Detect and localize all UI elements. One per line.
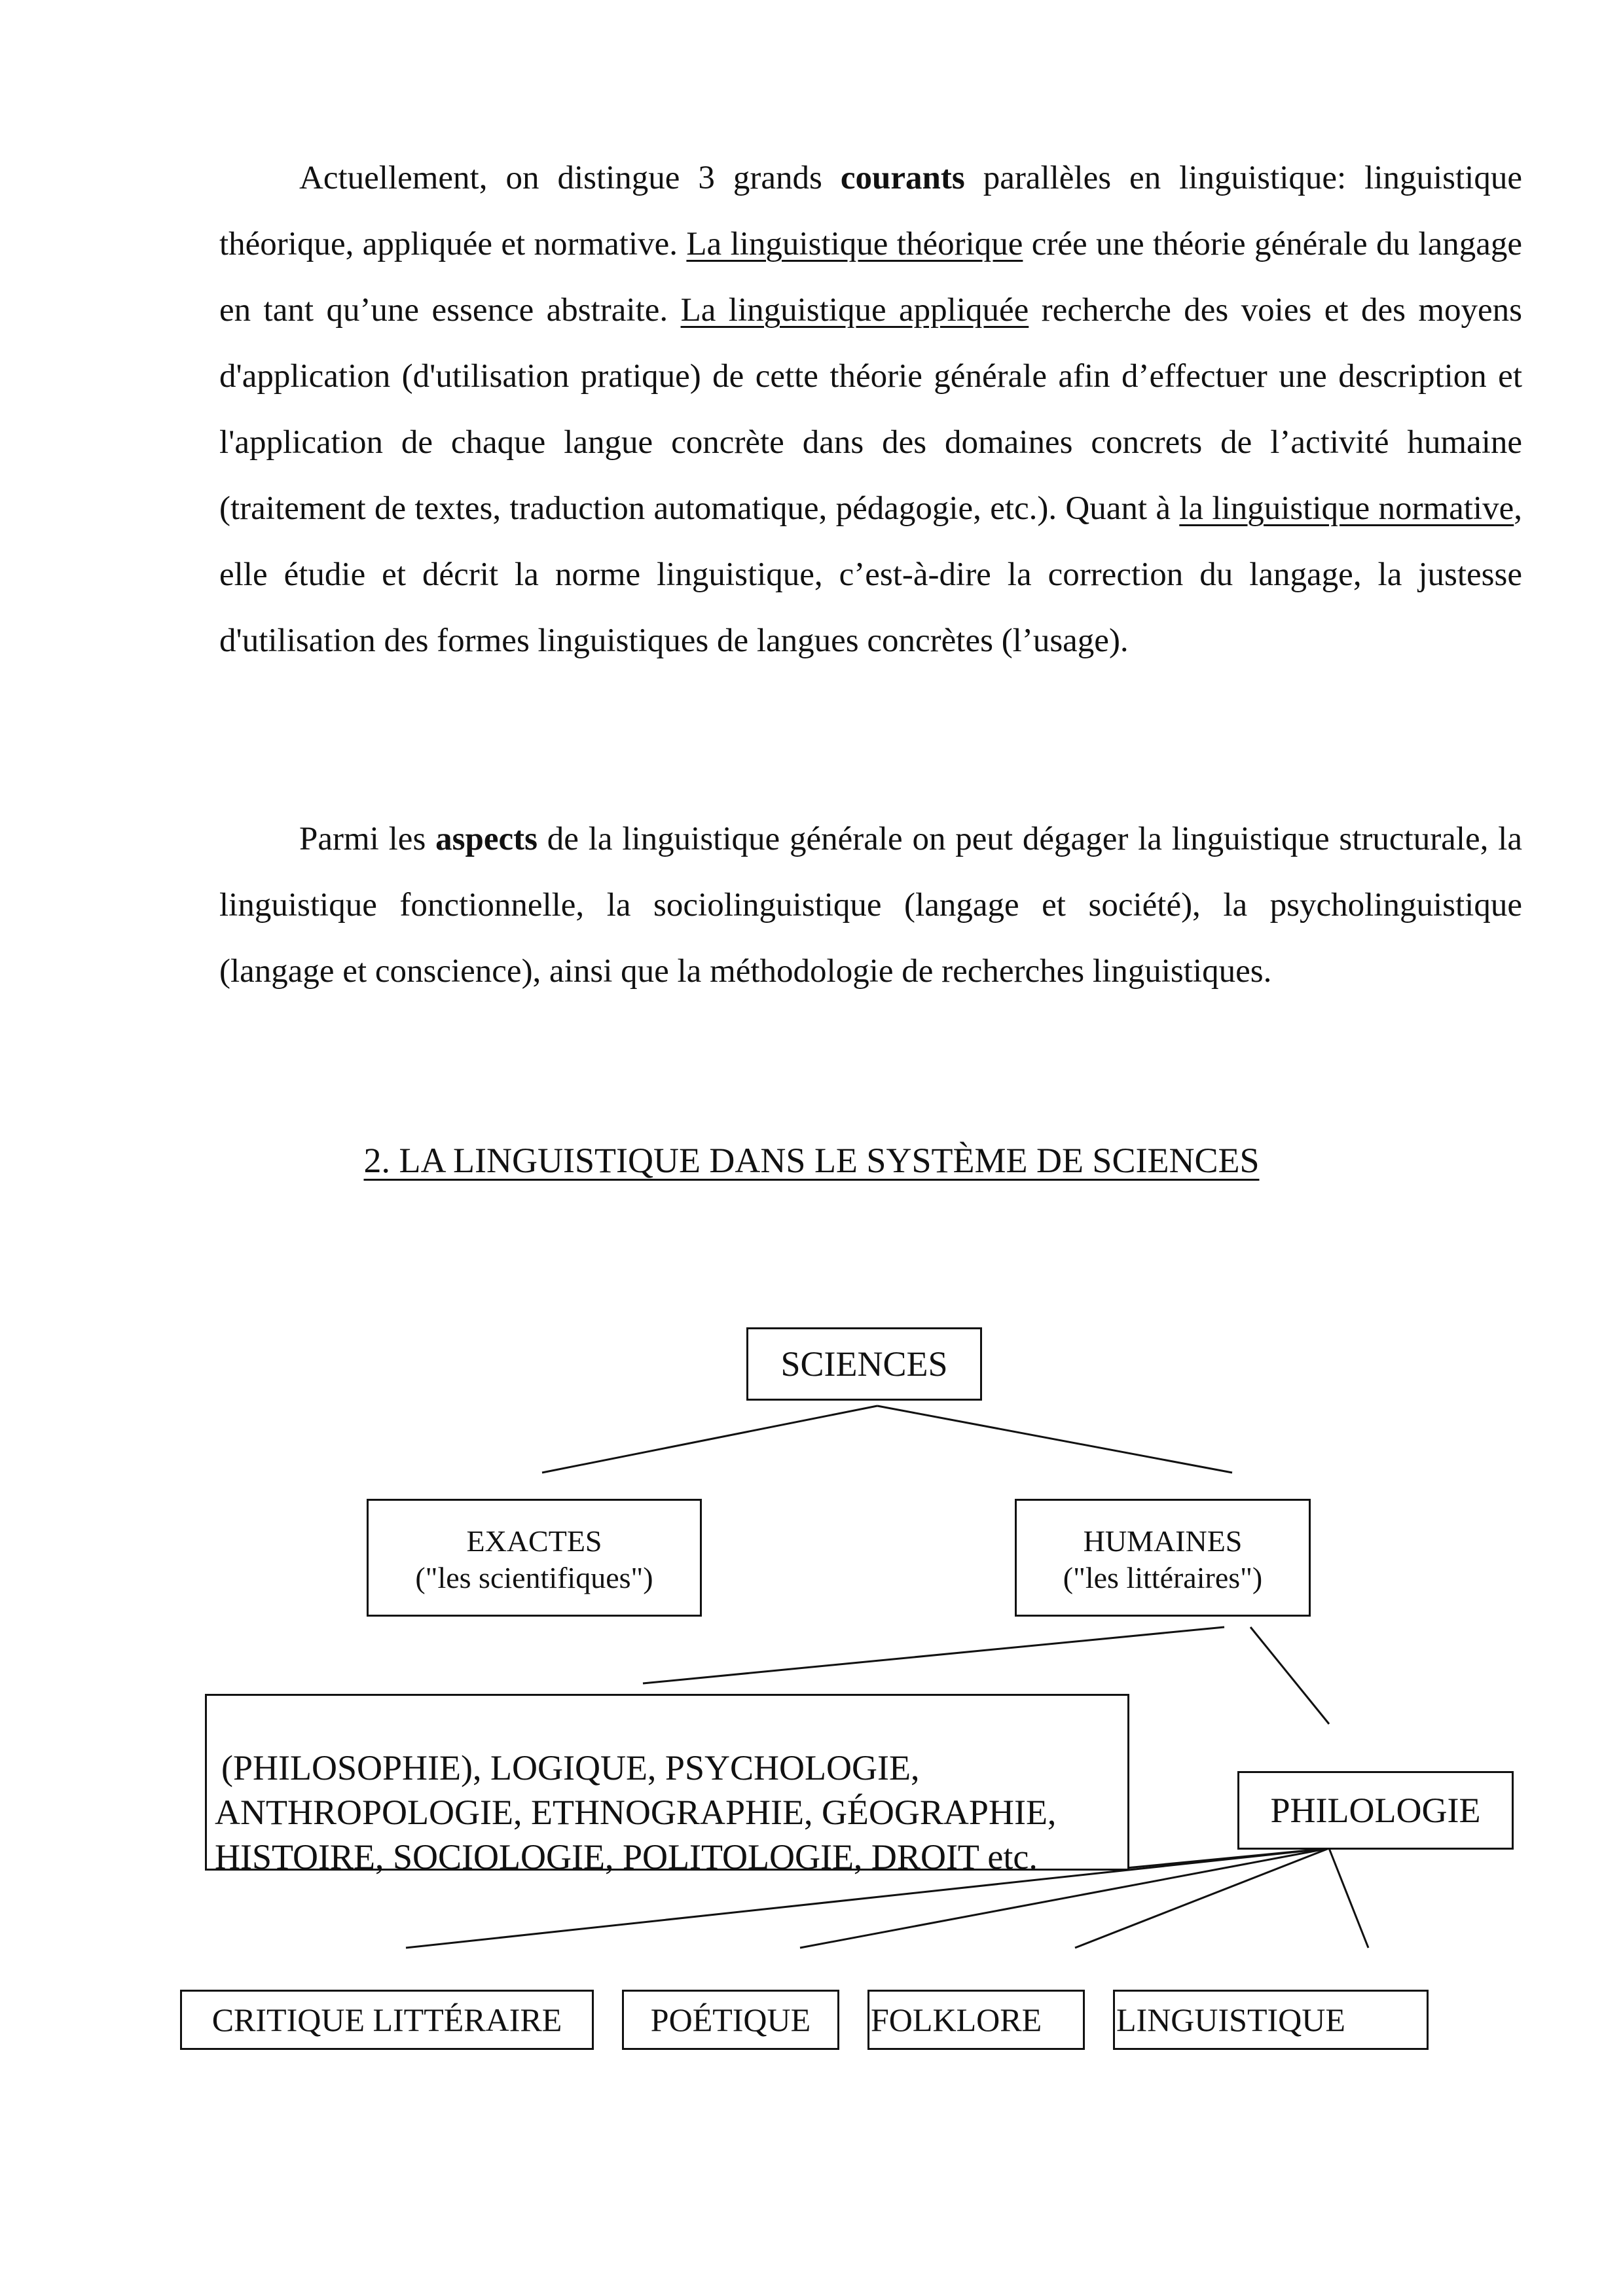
bold-term-aspects: aspects	[435, 821, 538, 857]
text-run: parallèles en linguistique: linguistique théorique, appliquée et normative.	[219, 160, 1522, 262]
connector-sciences-humaines	[877, 1406, 1232, 1473]
connector-philologie-others	[1113, 1848, 1329, 1869]
text-run: recherche des voies et des moyens d'application (d'utilisation pratique) de cette théorie générale afin d’effectuer une description et l'application de chaque langue concrète dans des domaines concrets de l’activité humaine (traitement de textes, traduction automatique, pédagogie, etc.). Quant à	[219, 292, 1522, 527]
box-sciences	[746, 1327, 982, 1401]
box-critique-litteraire	[180, 1990, 594, 2050]
box-philologie-label: PHILOLOGIE	[1270, 1791, 1481, 1830]
connector-philologie-linguistique	[1329, 1848, 1368, 1948]
connector-humaines-philologie	[1250, 1627, 1329, 1724]
box-poetique	[622, 1990, 839, 2050]
text-run: Parmi les	[299, 821, 436, 857]
box-humaines-subtitle: ("les littéraires")	[1063, 1561, 1263, 1594]
box-philologie	[1237, 1771, 1514, 1850]
box-humaines-title: HUMAINES	[1083, 1524, 1243, 1558]
box-critique-litteraire-label: CRITIQUE LITTÉRAIRE	[211, 2001, 562, 2038]
text-run: , elle étudie et décrit la norme linguistique, c’est-à-dire la correction du langage, la justesse d'utilisation des formes linguistiques de langues concrètes (l’usage).	[219, 490, 1522, 659]
box-exactes-title: EXACTES	[466, 1524, 602, 1558]
underlined-term-theorique: La linguistique théorique	[686, 226, 1023, 262]
box-sciences-label: SCIENCES	[780, 1344, 948, 1384]
connector-sciences-exactes	[542, 1406, 877, 1473]
box-exactes	[367, 1499, 702, 1617]
box-poetique-label: POÉTIQUE	[650, 2001, 811, 2038]
bold-term-courants: courants	[840, 160, 965, 196]
box-exactes-subtitle: ("les scientifiques")	[415, 1561, 653, 1594]
others-line-3: HISTOIRE, SOCIOLOGIE, POLITOLOGIE, DROIT etc.	[215, 1837, 1038, 1876]
text-run: crée une théorie générale du langage en tant qu’une essence abstraite.	[219, 226, 1523, 329]
box-folklore	[867, 1990, 1085, 2050]
text-run: Actuellement, on distingue 3 grands	[299, 160, 841, 196]
underlined-term-appliquee: La linguistique appliquée	[680, 292, 1029, 329]
text-run: de la linguistique générale on peut dégager la linguistique structurale, la linguistique fonctionnelle, la sociolinguistique (langage et société), la psycholinguistique (langage et conscience), ainsi que la méthodologie de recherches linguistiques.	[219, 821, 1522, 990]
box-humaines	[1015, 1499, 1311, 1617]
others-line-2: ANTHROPOLOGIE, ETHNOGRAPHIE, GÉOGRAPHIE,	[215, 1793, 1057, 1832]
underlined-term-normative: la linguistique normative	[1179, 490, 1514, 527]
connector-humaines-others	[643, 1627, 1224, 1683]
box-linguistique-label: LINGUISTIQUE	[1116, 2001, 1345, 2038]
others-line-1: (PHILOSOPHIE), LOGIQUE, PSYCHOLOGIE,	[221, 1748, 920, 1787]
section-heading-text: 2. LA LINGUISTIQUE DANS LE SYSTÈME DE SCIENCES	[363, 1141, 1260, 1180]
box-linguistique	[1113, 1990, 1429, 2050]
box-other-human-sciences	[205, 1694, 1129, 1876]
box-folklore-label: FOLKLORE	[871, 2001, 1042, 2038]
